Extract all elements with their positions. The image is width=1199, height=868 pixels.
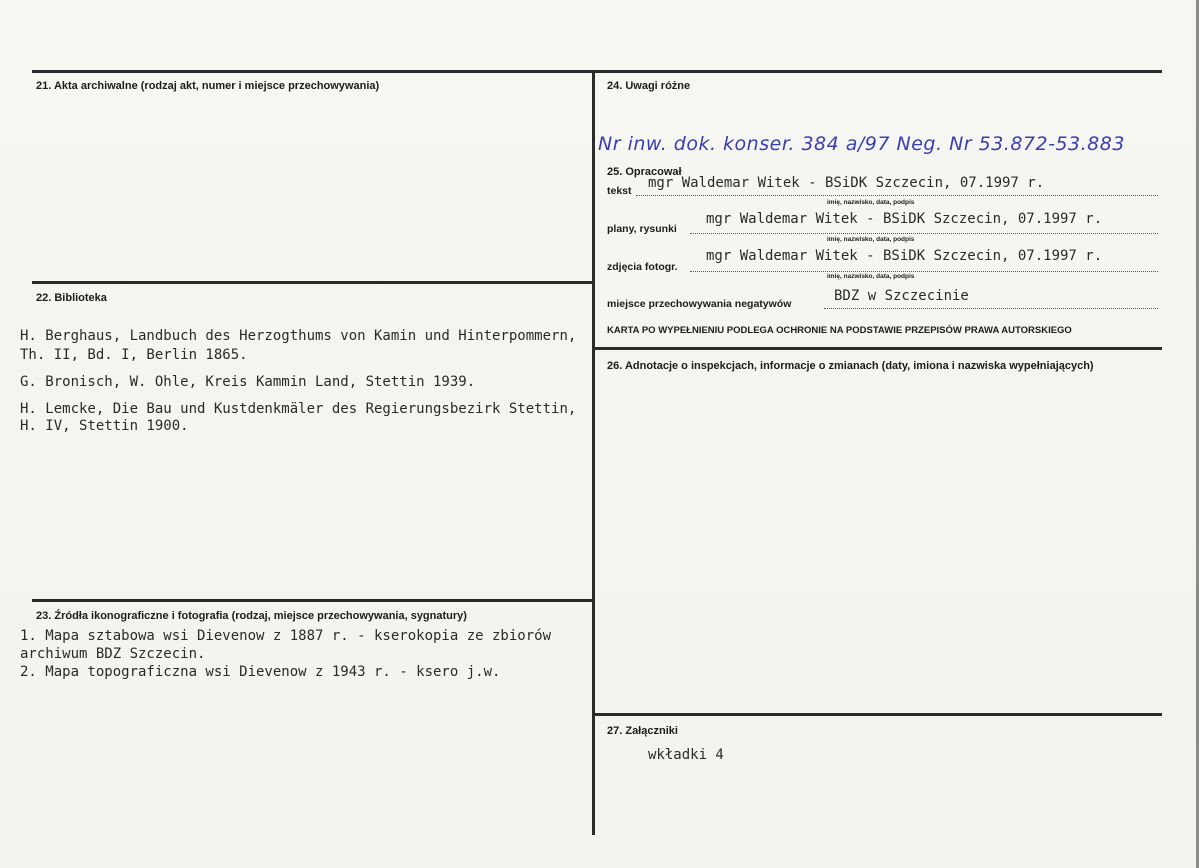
section-23-header: 23. Źródła ikonograficzne i fotografia (rodzaj, miejsce przechowywania, sygnatury) [36, 610, 467, 622]
caption: imię, nazwisko, data, podpis [827, 199, 915, 206]
negatives-value: BDZ w Szczecinie [834, 288, 969, 304]
row-label-tekst: tekst [607, 185, 632, 197]
library-line: G. Bronisch, W. Ohle, Kreis Kammin Land, Stettin 1939. [20, 374, 476, 390]
library-line: H. Berghaus, Landbuch des Herzogthums von Kamin und Hinterpommern, [20, 328, 577, 344]
iconography-line: 1. Mapa sztabowa wsi Dievenow z 1887 r. - kserokopia ze zbiorów [20, 628, 552, 644]
row-value-tekst: mgr Waldemar Witek - BSiDK Szczecin, 07.1997 r. [648, 175, 1045, 191]
dotted-line [824, 308, 1158, 309]
section-25-header: 25. Opracował [607, 166, 682, 178]
handwritten-inventory-note: Nr inw. dok. konser. 384 a/97 Neg. Nr 53.872-53.883 [598, 133, 1125, 155]
section-26-header: 26. Adnotacje o inspekcjach, informacje o zmianach (daty, imiona i nazwiska wypełniających) [607, 360, 1094, 372]
rule-21-22 [32, 281, 593, 284]
row-label-zdjecia: zdjęcia fotogr. [607, 261, 678, 273]
library-line: H. IV, Stettin 1900. [20, 418, 189, 434]
attachments-value: wkładki 4 [648, 747, 724, 763]
caption: imię, nazwisko, data, podpis [827, 273, 915, 280]
library-line: H. Lemcke, Die Bau und Kustdenkmäler des Regierungsbezirk Stettin, [20, 401, 577, 417]
row-value-plany: mgr Waldemar Witek - BSiDK Szczecin, 07.1997 r. [706, 211, 1103, 227]
row-label-plany: plany, rysunki [607, 223, 677, 235]
dotted-line [690, 233, 1158, 234]
center-divider [592, 70, 595, 835]
rule-25-26 [593, 347, 1162, 350]
row-value-zdjecia: mgr Waldemar Witek - BSiDK Szczecin, 07.1997 r. [706, 248, 1103, 264]
section-24-header: 24. Uwagi różne [607, 80, 691, 92]
section-27-header: 27. Załączniki [607, 725, 678, 737]
rule-22-23 [32, 599, 593, 602]
negatives-label: miejsce przechowywania negatywów [607, 298, 792, 310]
dotted-line [690, 271, 1158, 272]
caption: imię, nazwisko, data, podpis [827, 236, 915, 243]
section-21-header: 21. Akta archiwalne (rodzaj akt, numer i miejsce przechowywania) [36, 80, 380, 92]
section-22-header: 22. Biblioteka [36, 292, 107, 304]
library-line: Th. II, Bd. I, Berlin 1865. [20, 347, 248, 363]
rule-26-27 [593, 713, 1162, 716]
iconography-line: 2. Mapa topograficzna wsi Dievenow z 1943 r. - ksero j.w. [20, 664, 501, 680]
dotted-line [636, 195, 1158, 196]
top-rule [32, 70, 1162, 73]
copyright-notice: KARTA PO WYPEŁNIENIU PODLEGA OCHRONIE NA PODSTAWIE PRZEPISÓW PRAWA AUTORSKIEGO [607, 325, 1072, 336]
iconography-line: archiwum BDZ Szczecin. [20, 646, 206, 662]
